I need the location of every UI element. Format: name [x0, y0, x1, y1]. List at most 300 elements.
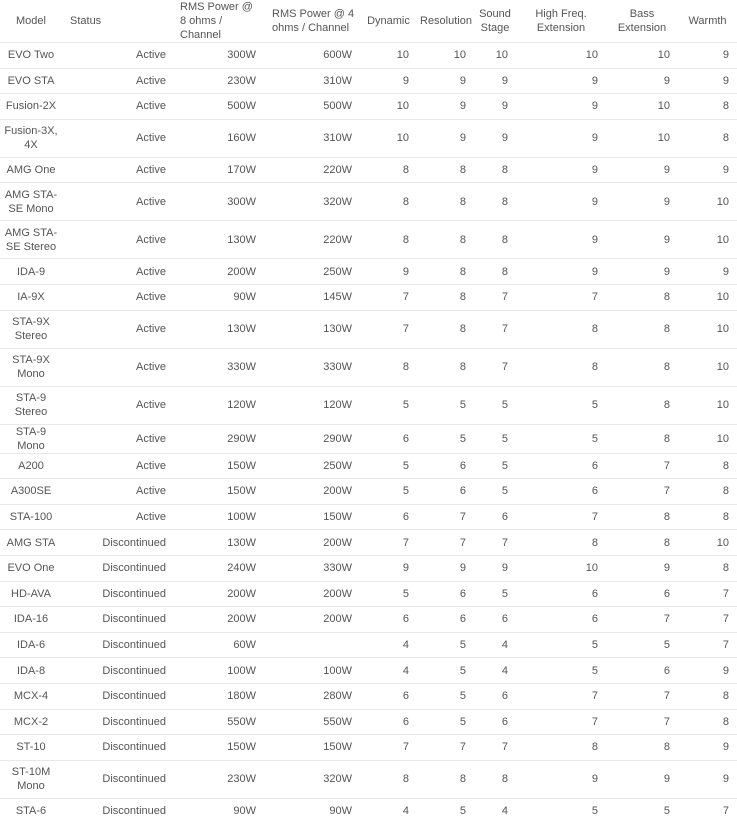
cell-high-freq-extension: 8 — [516, 735, 606, 761]
cell-model: IDA-9 — [0, 259, 62, 285]
cell-resolution: 8 — [417, 183, 474, 221]
header-sound-stage: Sound Stage — [479, 8, 511, 34]
cell-status: Active — [62, 43, 172, 69]
cell-dynamic: 7 — [360, 735, 417, 761]
cell-rms-4-ohms: 290W — [264, 424, 360, 453]
cell-status: Active — [62, 504, 172, 530]
cell-resolution: 5 — [417, 709, 474, 735]
cell-sound-stage: 9 — [474, 119, 516, 157]
cell-high-freq-extension: 8 — [516, 530, 606, 556]
cell-rms-4-ohms: 145W — [264, 284, 360, 310]
cell-high-freq-extension: 6 — [516, 479, 606, 505]
cell-resolution: 8 — [417, 348, 474, 386]
table-row — [0, 658, 737, 684]
cell-model: EVO STA — [0, 68, 62, 94]
cell-status: Discontinued — [62, 735, 172, 761]
cell-rms-8-ohms: 230W — [172, 760, 264, 798]
cell-warmth: 10 — [678, 348, 737, 386]
cell-sound-stage: 9 — [474, 68, 516, 94]
table-row — [0, 310, 737, 348]
cell-resolution: 9 — [417, 94, 474, 120]
cell-dynamic: 6 — [360, 709, 417, 735]
cell-rms-4-ohms: 200W — [264, 479, 360, 505]
cell-rms-8-ohms: 300W — [172, 43, 264, 69]
cell-high-freq-extension: 8 — [516, 348, 606, 386]
cell-rms-8-ohms: 290W — [172, 424, 264, 453]
cell-dynamic: 4 — [360, 658, 417, 684]
cell-bass-extension: 8 — [606, 386, 678, 424]
cell-dynamic: 4 — [360, 798, 417, 823]
table-row — [0, 119, 737, 157]
cell-high-freq-extension: 6 — [516, 607, 606, 633]
cell-rms-8-ohms: 500W — [172, 94, 264, 120]
cell-rms-4-ohms: 250W — [264, 453, 360, 479]
cell-high-freq-extension: 9 — [516, 157, 606, 183]
cell-bass-extension: 5 — [606, 632, 678, 658]
cell-resolution: 9 — [417, 555, 474, 581]
cell-sound-stage: 5 — [474, 453, 516, 479]
cell-resolution: 8 — [417, 157, 474, 183]
cell-resolution: 5 — [417, 658, 474, 684]
cell-dynamic: 4 — [360, 632, 417, 658]
cell-resolution: 9 — [417, 119, 474, 157]
cell-dynamic: 5 — [360, 386, 417, 424]
cell-status: Active — [62, 348, 172, 386]
cell-rms-4-ohms: 310W — [264, 119, 360, 157]
cell-status: Active — [62, 259, 172, 285]
cell-sound-stage: 7 — [474, 348, 516, 386]
cell-dynamic: 10 — [360, 43, 417, 69]
cell-model: A200 — [0, 453, 62, 479]
cell-model: IDA-6 — [0, 632, 62, 658]
cell-warmth: 10 — [678, 530, 737, 556]
cell-rms-4-ohms: 320W — [264, 760, 360, 798]
cell-rms-8-ohms: 150W — [172, 453, 264, 479]
cell-bass-extension: 6 — [606, 581, 678, 607]
cell-warmth: 9 — [678, 259, 737, 285]
cell-high-freq-extension: 9 — [516, 259, 606, 285]
cell-high-freq-extension: 9 — [516, 68, 606, 94]
cell-dynamic: 9 — [360, 68, 417, 94]
cell-model: STA-100 — [0, 504, 62, 530]
cell-bass-extension: 8 — [606, 310, 678, 348]
cell-status: Discontinued — [62, 632, 172, 658]
header-model: Model — [16, 15, 46, 27]
cell-sound-stage: 7 — [474, 735, 516, 761]
cell-rms-8-ohms: 130W — [172, 310, 264, 348]
cell-dynamic: 10 — [360, 119, 417, 157]
cell-sound-stage: 5 — [474, 581, 516, 607]
cell-status: Active — [62, 453, 172, 479]
table-row — [0, 607, 737, 633]
cell-resolution: 7 — [417, 530, 474, 556]
cell-rms-4-ohms: 280W — [264, 683, 360, 709]
cell-status: Discontinued — [62, 798, 172, 823]
cell-high-freq-extension: 9 — [516, 183, 606, 221]
cell-sound-stage: 8 — [474, 760, 516, 798]
cell-high-freq-extension: 7 — [516, 284, 606, 310]
cell-rms-4-ohms: 130W — [264, 310, 360, 348]
cell-high-freq-extension: 6 — [516, 581, 606, 607]
cell-bass-extension: 8 — [606, 284, 678, 310]
cell-dynamic: 7 — [360, 530, 417, 556]
header-dynamic: Dynamic — [367, 15, 410, 27]
cell-bass-extension: 6 — [606, 658, 678, 684]
cell-warmth: 8 — [678, 555, 737, 581]
cell-dynamic: 6 — [360, 607, 417, 633]
cell-rms-8-ohms: 230W — [172, 68, 264, 94]
cell-warmth: 10 — [678, 386, 737, 424]
table-row — [0, 259, 737, 285]
cell-bass-extension: 8 — [606, 348, 678, 386]
cell-status: Active — [62, 424, 172, 453]
cell-dynamic: 8 — [360, 760, 417, 798]
cell-dynamic: 5 — [360, 581, 417, 607]
cell-bass-extension: 9 — [606, 183, 678, 221]
cell-rms-8-ohms: 150W — [172, 735, 264, 761]
cell-bass-extension: 5 — [606, 798, 678, 823]
cell-model: ST-10 — [0, 735, 62, 761]
cell-dynamic: 5 — [360, 479, 417, 505]
cell-rms-4-ohms: 150W — [264, 735, 360, 761]
cell-warmth: 10 — [678, 424, 737, 453]
table-row — [0, 632, 737, 658]
cell-rms-4-ohms: 310W — [264, 68, 360, 94]
cell-model: Fusion-2X — [0, 94, 62, 120]
cell-high-freq-extension: 7 — [516, 683, 606, 709]
cell-resolution: 8 — [417, 310, 474, 348]
table-row — [0, 709, 737, 735]
cell-rms-4-ohms: 120W — [264, 386, 360, 424]
cell-sound-stage: 5 — [474, 386, 516, 424]
cell-status: Discontinued — [62, 581, 172, 607]
cell-sound-stage: 6 — [474, 504, 516, 530]
cell-status: Active — [62, 221, 172, 259]
cell-model: AMG One — [0, 157, 62, 183]
cell-resolution: 5 — [417, 386, 474, 424]
cell-resolution: 5 — [417, 424, 474, 453]
table-row — [0, 581, 737, 607]
cell-sound-stage: 7 — [474, 284, 516, 310]
cell-model: IDA-16 — [0, 607, 62, 633]
cell-model: MCX-2 — [0, 709, 62, 735]
cell-dynamic: 7 — [360, 284, 417, 310]
cell-high-freq-extension: 5 — [516, 632, 606, 658]
cell-sound-stage: 6 — [474, 709, 516, 735]
cell-rms-8-ohms: 100W — [172, 658, 264, 684]
cell-dynamic: 8 — [360, 348, 417, 386]
cell-status: Active — [62, 183, 172, 221]
cell-resolution: 8 — [417, 284, 474, 310]
cell-warmth: 10 — [678, 284, 737, 310]
cell-model: EVO Two — [0, 43, 62, 69]
cell-sound-stage: 7 — [474, 310, 516, 348]
cell-rms-8-ohms: 550W — [172, 709, 264, 735]
cell-warmth: 9 — [678, 43, 737, 69]
cell-resolution: 5 — [417, 632, 474, 658]
cell-status: Active — [62, 284, 172, 310]
cell-model: IA-9X — [0, 284, 62, 310]
cell-bass-extension: 9 — [606, 157, 678, 183]
cell-high-freq-extension: 9 — [516, 760, 606, 798]
cell-warmth: 8 — [678, 453, 737, 479]
header-high-freq-extension: High Freq. Extension — [535, 8, 587, 34]
cell-rms-8-ohms: 300W — [172, 183, 264, 221]
cell-model: HD-AVA — [0, 581, 62, 607]
cell-rms-4-ohms: 330W — [264, 348, 360, 386]
cell-model: A300SE — [0, 479, 62, 505]
cell-bass-extension: 8 — [606, 530, 678, 556]
cell-model: STA-9 Stereo — [0, 386, 62, 424]
cell-warmth: 8 — [678, 709, 737, 735]
header-rms-8-ohms: RMS Power @ 8 ohms / Channel — [180, 1, 253, 41]
cell-resolution: 6 — [417, 453, 474, 479]
cell-status: Active — [62, 479, 172, 505]
cell-bass-extension: 10 — [606, 43, 678, 69]
table-row — [0, 479, 737, 505]
cell-rms-4-ohms — [264, 632, 360, 658]
cell-status: Discontinued — [62, 683, 172, 709]
cell-model: IDA-8 — [0, 658, 62, 684]
cell-rms-8-ohms: 200W — [172, 581, 264, 607]
cell-dynamic: 8 — [360, 183, 417, 221]
cell-warmth: 10 — [678, 183, 737, 221]
cell-rms-8-ohms: 180W — [172, 683, 264, 709]
cell-rms-8-ohms: 120W — [172, 386, 264, 424]
cell-dynamic: 6 — [360, 424, 417, 453]
cell-bass-extension: 7 — [606, 453, 678, 479]
cell-rms-8-ohms: 240W — [172, 555, 264, 581]
cell-warmth: 8 — [678, 504, 737, 530]
cell-status: Discontinued — [62, 555, 172, 581]
cell-resolution: 8 — [417, 259, 474, 285]
cell-resolution: 5 — [417, 683, 474, 709]
table-row — [0, 183, 737, 221]
cell-model: AMG STA-SE Stereo — [0, 221, 62, 259]
cell-rms-4-ohms: 320W — [264, 183, 360, 221]
cell-high-freq-extension: 10 — [516, 555, 606, 581]
cell-warmth: 9 — [678, 658, 737, 684]
cell-model: EVO One — [0, 555, 62, 581]
cell-resolution: 7 — [417, 504, 474, 530]
cell-warmth: 10 — [678, 310, 737, 348]
table-row — [0, 386, 737, 424]
cell-status: Discontinued — [62, 607, 172, 633]
header-bass-extension: Bass Extension — [617, 8, 667, 34]
cell-model: AMG STA-SE Mono — [0, 183, 62, 221]
cell-sound-stage: 9 — [474, 555, 516, 581]
cell-resolution: 6 — [417, 581, 474, 607]
cell-bass-extension: 8 — [606, 424, 678, 453]
cell-dynamic: 6 — [360, 504, 417, 530]
cell-high-freq-extension: 5 — [516, 424, 606, 453]
cell-status: Active — [62, 68, 172, 94]
cell-bass-extension: 10 — [606, 119, 678, 157]
cell-rms-4-ohms: 200W — [264, 530, 360, 556]
table-row — [0, 284, 737, 310]
cell-rms-8-ohms: 130W — [172, 221, 264, 259]
cell-bass-extension: 7 — [606, 683, 678, 709]
cell-high-freq-extension: 9 — [516, 119, 606, 157]
cell-rms-4-ohms: 200W — [264, 607, 360, 633]
cell-model: STA-9 Mono — [0, 424, 62, 453]
cell-bass-extension: 9 — [606, 259, 678, 285]
cell-high-freq-extension: 5 — [516, 386, 606, 424]
cell-resolution: 8 — [417, 760, 474, 798]
cell-warmth: 7 — [678, 581, 737, 607]
cell-status: Discontinued — [62, 530, 172, 556]
cell-sound-stage: 8 — [474, 157, 516, 183]
cell-high-freq-extension: 5 — [516, 658, 606, 684]
table-row — [0, 453, 737, 479]
cell-rms-8-ohms: 60W — [172, 632, 264, 658]
cell-rms-4-ohms: 150W — [264, 504, 360, 530]
cell-rms-4-ohms: 220W — [264, 157, 360, 183]
cell-rms-8-ohms: 90W — [172, 284, 264, 310]
table-row — [0, 530, 737, 556]
header-row — [0, 0, 737, 43]
cell-bass-extension: 9 — [606, 68, 678, 94]
cell-warmth: 7 — [678, 632, 737, 658]
cell-bass-extension: 8 — [606, 504, 678, 530]
cell-dynamic: 5 — [360, 453, 417, 479]
cell-high-freq-extension: 6 — [516, 453, 606, 479]
header-warmth: Warmth — [688, 15, 727, 27]
cell-rms-4-ohms: 220W — [264, 221, 360, 259]
cell-rms-8-ohms: 130W — [172, 530, 264, 556]
cell-resolution: 9 — [417, 68, 474, 94]
cell-high-freq-extension: 9 — [516, 221, 606, 259]
cell-high-freq-extension: 8 — [516, 310, 606, 348]
cell-dynamic: 10 — [360, 94, 417, 120]
cell-high-freq-extension: 7 — [516, 709, 606, 735]
cell-high-freq-extension: 9 — [516, 94, 606, 120]
cell-warmth: 8 — [678, 683, 737, 709]
cell-rms-4-ohms: 250W — [264, 259, 360, 285]
cell-model: STA-9X Mono — [0, 348, 62, 386]
cell-sound-stage: 9 — [474, 94, 516, 120]
table-row — [0, 157, 737, 183]
cell-high-freq-extension: 10 — [516, 43, 606, 69]
cell-warmth: 7 — [678, 798, 737, 823]
cell-sound-stage: 6 — [474, 607, 516, 633]
cell-resolution: 8 — [417, 221, 474, 259]
table-row — [0, 760, 737, 798]
cell-rms-4-ohms: 550W — [264, 709, 360, 735]
cell-sound-stage: 8 — [474, 221, 516, 259]
table-row — [0, 94, 737, 120]
cell-warmth: 9 — [678, 157, 737, 183]
cell-warmth: 9 — [678, 68, 737, 94]
cell-model: AMG STA — [0, 530, 62, 556]
cell-rms-8-ohms: 200W — [172, 259, 264, 285]
cell-rms-8-ohms: 330W — [172, 348, 264, 386]
cell-dynamic: 9 — [360, 555, 417, 581]
cell-resolution: 10 — [417, 43, 474, 69]
cell-status: Discontinued — [62, 760, 172, 798]
cell-sound-stage: 4 — [474, 658, 516, 684]
cell-sound-stage: 5 — [474, 479, 516, 505]
cell-warmth: 9 — [678, 760, 737, 798]
cell-bass-extension: 9 — [606, 760, 678, 798]
header-rms-4-ohms: RMS Power @ 4 ohms / Channel — [272, 8, 355, 34]
cell-rms-4-ohms: 100W — [264, 658, 360, 684]
cell-resolution: 5 — [417, 798, 474, 823]
table-body — [0, 43, 737, 824]
table-row — [0, 221, 737, 259]
cell-sound-stage: 8 — [474, 183, 516, 221]
cell-rms-8-ohms: 160W — [172, 119, 264, 157]
cell-warmth: 8 — [678, 479, 737, 505]
cell-bass-extension: 7 — [606, 607, 678, 633]
cell-bass-extension: 7 — [606, 709, 678, 735]
cell-bass-extension: 9 — [606, 555, 678, 581]
cell-rms-8-ohms: 170W — [172, 157, 264, 183]
cell-rms-8-ohms: 150W — [172, 479, 264, 505]
cell-rms-4-ohms: 330W — [264, 555, 360, 581]
table-row — [0, 798, 737, 823]
cell-dynamic: 8 — [360, 221, 417, 259]
cell-sound-stage: 10 — [474, 43, 516, 69]
cell-warmth: 8 — [678, 94, 737, 120]
cell-rms-8-ohms: 200W — [172, 607, 264, 633]
table-row — [0, 504, 737, 530]
cell-sound-stage: 7 — [474, 530, 516, 556]
table-row — [0, 424, 737, 453]
cell-high-freq-extension: 7 — [516, 504, 606, 530]
table-row — [0, 735, 737, 761]
cell-rms-4-ohms: 90W — [264, 798, 360, 823]
cell-warmth: 8 — [678, 119, 737, 157]
cell-rms-4-ohms: 600W — [264, 43, 360, 69]
cell-warmth: 10 — [678, 221, 737, 259]
cell-warmth: 7 — [678, 607, 737, 633]
cell-dynamic: 6 — [360, 683, 417, 709]
cell-status: Active — [62, 94, 172, 120]
cell-sound-stage: 8 — [474, 259, 516, 285]
table-row — [0, 348, 737, 386]
cell-sound-stage: 5 — [474, 424, 516, 453]
cell-bass-extension: 9 — [606, 221, 678, 259]
cell-resolution: 6 — [417, 607, 474, 633]
cell-bass-extension: 7 — [606, 479, 678, 505]
cell-status: Discontinued — [62, 709, 172, 735]
header-resolution: Resolution — [420, 15, 472, 27]
cell-warmth: 9 — [678, 735, 737, 761]
cell-sound-stage: 4 — [474, 632, 516, 658]
table-row — [0, 555, 737, 581]
cell-status: Active — [62, 157, 172, 183]
cell-model: MCX-4 — [0, 683, 62, 709]
cell-dynamic: 8 — [360, 157, 417, 183]
table-row — [0, 683, 737, 709]
cell-model: STA-9X Stereo — [0, 310, 62, 348]
cell-status: Active — [62, 310, 172, 348]
cell-status: Active — [62, 386, 172, 424]
cell-dynamic: 7 — [360, 310, 417, 348]
cell-rms-4-ohms: 200W — [264, 581, 360, 607]
cell-rms-4-ohms: 500W — [264, 94, 360, 120]
cell-sound-stage: 4 — [474, 798, 516, 823]
cell-resolution: 6 — [417, 479, 474, 505]
header-status: Status — [70, 15, 102, 27]
cell-model: ST-10M Mono — [0, 760, 62, 798]
cell-model: STA-6 — [0, 798, 62, 823]
cell-resolution: 7 — [417, 735, 474, 761]
cell-rms-8-ohms: 90W — [172, 798, 264, 823]
cell-sound-stage: 6 — [474, 683, 516, 709]
cell-bass-extension: 8 — [606, 735, 678, 761]
